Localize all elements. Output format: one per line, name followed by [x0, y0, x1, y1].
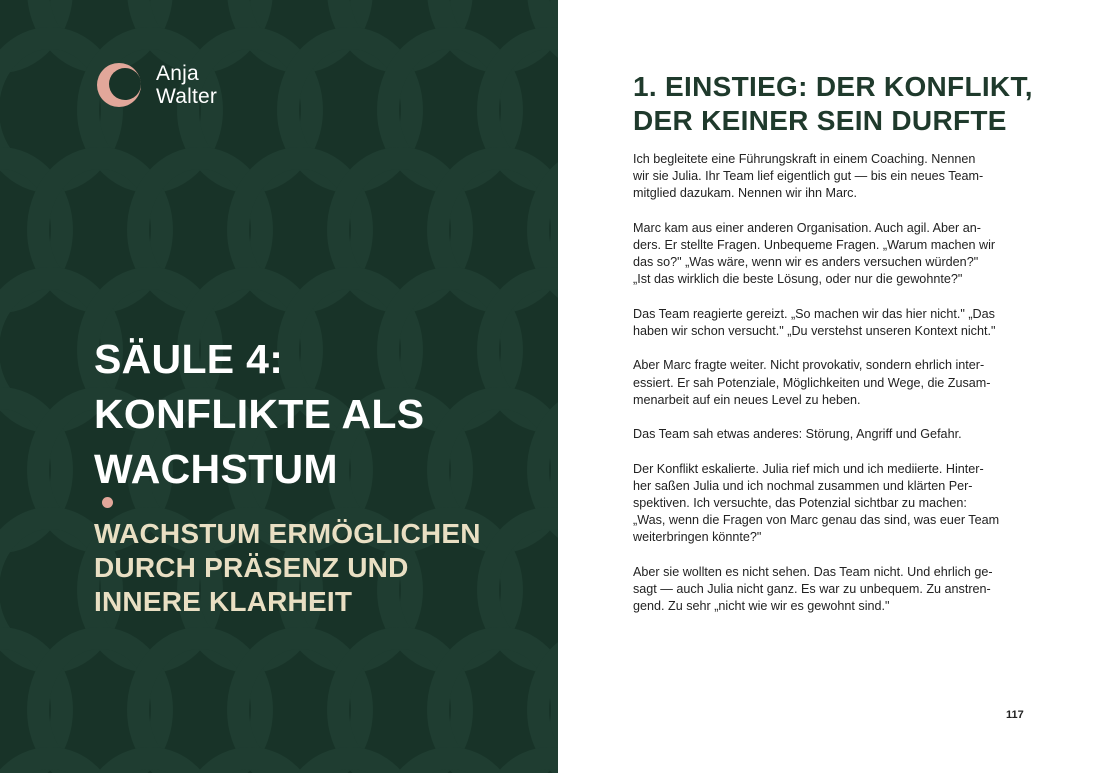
paragraph-line: weiterbringen könnte?" — [633, 530, 762, 545]
author-logo — [94, 60, 217, 110]
paragraph-line: Marc kam aus einer anderen Organisation. Auch agil. Aber an- — [633, 220, 981, 235]
body-paragraph — [633, 357, 1038, 409]
body-paragraph — [633, 151, 1038, 203]
page-number: 117 — [1006, 709, 1024, 721]
chapter-title-line: WACHSTUM — [94, 446, 338, 492]
paragraph-line: sagt — auch Julia nicht ganz. Es war zu unbequem. Zu anstren- — [633, 581, 991, 596]
paragraph-line: essiert. Er sah Potenziale, Möglichkeiten und Wege, die Zusam- — [633, 375, 991, 390]
paragraph-line: gend. Zu sehr „nicht wie wir es gewohnt sind." — [633, 599, 890, 614]
paragraph-line: Ich begleitete eine Führungskraft in einem Coaching. Nennen — [633, 152, 976, 166]
chapter-subtitle-line: DURCH PRÄSENZ UND — [94, 552, 409, 583]
paragraph-line: mitglied dazukam. Nennen wir ihn Marc. — [633, 186, 857, 201]
paragraph-line: „Was, wenn die Fragen von Marc genau das sind, was euer Team — [633, 513, 1000, 528]
paragraph-line: Der Konflikt eskalierte. Julia rief mich und ich mediierte. Hinter- — [633, 461, 984, 476]
chapter-subtitle — [94, 517, 514, 619]
paragraph-line: haben wir schon versucht." „Du verstehst unseren Kontext nicht." — [633, 324, 996, 338]
paragraph-line: Das Team sah etwas anderes: Störung, Angriff und Gefahr. — [633, 427, 962, 442]
chapter-title — [94, 332, 524, 508]
body-text — [633, 151, 1038, 633]
paragraph-line: Das Team reagierte gereizt. „So machen wir das hier nicht." „Das — [633, 306, 995, 321]
paragraph-line: Aber Marc fragte weiter. Nicht provokativ, sondern ehrlich inter- — [633, 358, 985, 373]
paragraph-line: das so?" „Was wäre, wenn wir es anders versuchen würden?" — [633, 255, 979, 270]
chapter-subtitle-line: WACHSTUM ERMÖGLICHEN — [94, 518, 481, 549]
body-paragraph — [633, 220, 1038, 289]
paragraph-line: wir sie Julia. Ihr Team lief eigentlich gut — bis ein neues Team- — [633, 169, 984, 184]
author-last-name: Walter — [156, 85, 218, 108]
chapter-title-line: SÄULE 4: — [94, 336, 284, 382]
section-heading — [633, 70, 1053, 138]
paragraph-line: menarbeit auf ein neues Level zu heben. — [633, 392, 861, 407]
text-page — [558, 0, 1115, 773]
paragraph-line: ders. Er stellte Fragen. Unbequeme Fragen. „Warum machen wir — [633, 238, 996, 252]
body-paragraph — [633, 306, 1038, 340]
section-heading-line: DER KEINER SEIN DURFTE — [633, 105, 1007, 136]
paragraph-line: „Ist das wirklich die beste Lösung, oder nur die gewohnte?" — [633, 272, 963, 287]
paragraph-line: her saßen Julia und ich nochmal zusammen und klärten Per- — [633, 478, 973, 493]
author-first-name: Anja — [156, 62, 199, 85]
crescent-logo-icon — [94, 60, 148, 110]
author-name — [156, 62, 217, 108]
chapter-title-line-last — [94, 442, 524, 508]
body-paragraph — [633, 461, 1038, 547]
chapter-title-line: KONFLIKTE ALS — [94, 391, 425, 437]
body-paragraph — [633, 426, 1038, 443]
paragraph-line: spektiven. Ich versuchte, das Potenzial sichtbar zu machen: — [633, 495, 967, 510]
section-heading-line: 1. EINSTIEG: DER KONFLIKT, — [633, 71, 1033, 102]
body-paragraph — [633, 564, 1038, 616]
chapter-subtitle-line: INNERE KLARHEIT — [94, 586, 353, 617]
accent-dot-icon — [102, 497, 113, 508]
paragraph-line: Aber sie wollten es nicht sehen. Das Team nicht. Und ehrlich ge- — [633, 564, 993, 579]
